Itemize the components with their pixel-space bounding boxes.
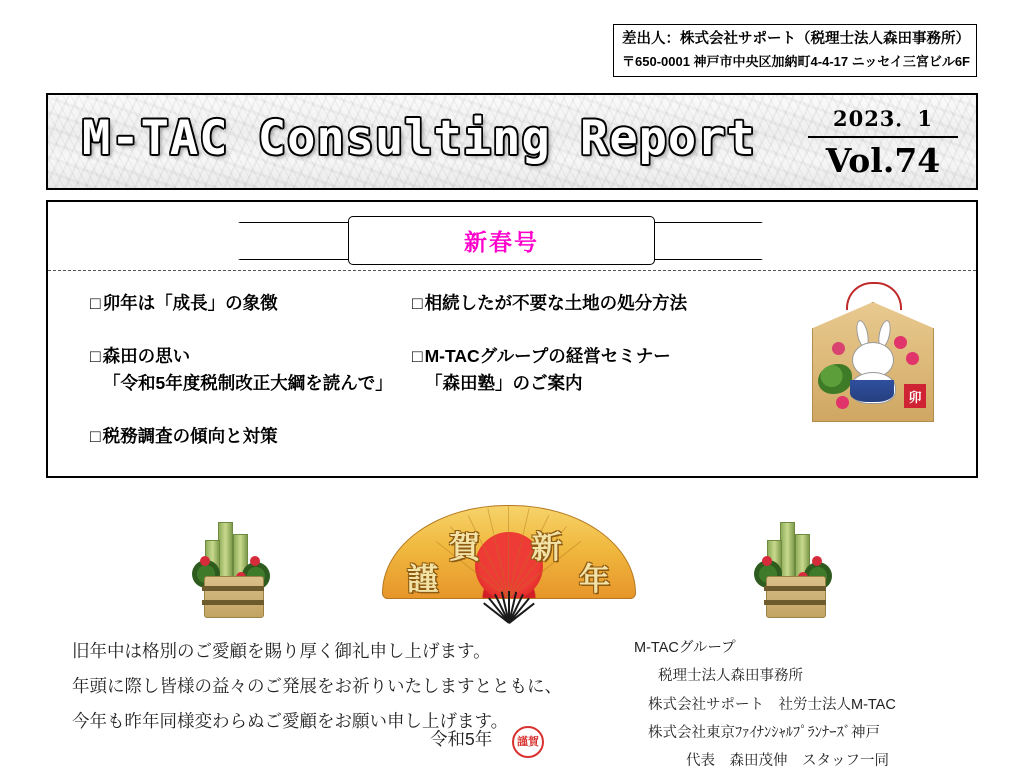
list-item[interactable] <box>412 290 687 317</box>
kadomatsu-pot <box>204 576 264 618</box>
toc-column-right <box>412 290 687 423</box>
signature-line: 代表 森田茂伸 スタッフ一同 <box>686 753 889 770</box>
hanko-seal-icon: 謹賀 <box>512 726 544 758</box>
plum-blossom-icon <box>836 396 849 409</box>
berry-icon <box>200 556 210 566</box>
fan-paper <box>382 505 636 599</box>
new-year-fan-icon <box>382 505 634 623</box>
berry-icon <box>250 556 260 566</box>
toc-item-text: 卯年は「成長」の象徴 <box>102 293 278 313</box>
era-year: 令和5年 <box>430 729 493 749</box>
list-item[interactable] <box>412 343 687 397</box>
berry-icon <box>812 556 822 566</box>
list-item[interactable] <box>90 290 393 317</box>
greeting-line: 今年も昨年同様変わらぬご愛顧をお願い申し上げます。 <box>72 711 509 731</box>
toc-item-text: 税務調査の傾向と対策 <box>102 426 278 447</box>
fan-rib <box>508 506 509 598</box>
berry-icon <box>762 556 772 566</box>
ribbon-banner <box>238 216 763 264</box>
issue-date: 2023．1 <box>808 103 958 138</box>
toc-item-subtext: 「令和5年度税制改正大綱を読んで」 <box>103 373 393 394</box>
sender-company-line <box>622 29 970 51</box>
kadomatsu-band <box>764 586 826 591</box>
sender-address: 〒650-0001 神戸市中央区加納町4-4-17 ニッセイ三宮ビル6F <box>622 53 971 69</box>
kadomatsu-pot <box>766 576 826 618</box>
ema-rabbit-icon <box>806 280 938 430</box>
plum-blossom-icon <box>832 342 845 355</box>
signature-line: 株式会社サポート 社労士法人M-TAC <box>648 696 896 713</box>
signature-block <box>634 634 896 775</box>
checkbox-mark: □ <box>90 426 101 447</box>
signature-line: 税理士法人森田事務所 <box>658 668 803 685</box>
toc-column-left <box>90 290 393 477</box>
toc-item-text: 森田の思い <box>102 346 191 367</box>
plum-blossom-icon <box>894 336 907 349</box>
fan-char: 年 <box>579 562 610 597</box>
checkbox-mark: □ <box>90 346 101 367</box>
kadomatsu-icon-right <box>740 512 850 622</box>
fan-spokes <box>480 589 536 623</box>
kadomatsu-band <box>202 600 264 605</box>
sender-company: 株式会社サポート（税理士法人森田事務所） <box>680 31 970 47</box>
fan-char: 賀 <box>449 530 480 565</box>
signature-line: M-TACグループ <box>634 640 736 656</box>
sender-label: 差出人： <box>622 31 680 47</box>
checkbox-mark: □ <box>412 346 423 367</box>
signature-line: 株式会社東京ﾌｧｲﾅﾝｼｬﾙﾌﾟﾗﾝﾅｰｽﾞ神戸 <box>648 724 880 741</box>
greeting-line: 旧年中は格別のご愛顧を賜り厚く御礼申し上げます。 <box>72 641 491 661</box>
fan-char: 新 <box>531 530 562 565</box>
bamboo-stalk <box>780 522 795 582</box>
toc-item-text: 相続したが不要な土地の処分方法 <box>424 293 688 313</box>
ribbon-center <box>348 216 655 265</box>
page-title: M-TAC Consulting Report <box>82 111 756 166</box>
kadomatsu-band <box>202 586 264 591</box>
list-item[interactable] <box>90 423 393 450</box>
contents-box <box>46 200 978 478</box>
kadomatsu-band <box>764 600 826 605</box>
masthead-banner <box>46 93 978 190</box>
toc-item-subtext: 「森田塾」のご案内 <box>425 373 583 394</box>
greeting-text <box>72 634 562 739</box>
toc-item-text: M-TACグループの経営セミナー <box>424 346 671 367</box>
checkbox-mark: □ <box>90 293 101 313</box>
plum-blossom-icon <box>906 352 919 365</box>
dashed-separator <box>48 270 976 271</box>
kimono-icon <box>850 380 894 402</box>
issue-volume: Vol.74 <box>825 141 941 180</box>
sender-box <box>613 24 977 77</box>
fan-char: 謹 <box>407 562 438 597</box>
bamboo-stalk <box>218 522 233 582</box>
kadomatsu-icon-left <box>178 512 288 622</box>
list-item[interactable] <box>90 343 393 397</box>
ribbon-label: 新春号 <box>464 229 539 255</box>
zodiac-seal: 卯 <box>904 384 926 408</box>
greeting-line: 年頭に際し皆様の益々のご発展をお祈りいたしますとともに、 <box>72 676 562 696</box>
checkbox-mark: □ <box>412 293 423 313</box>
